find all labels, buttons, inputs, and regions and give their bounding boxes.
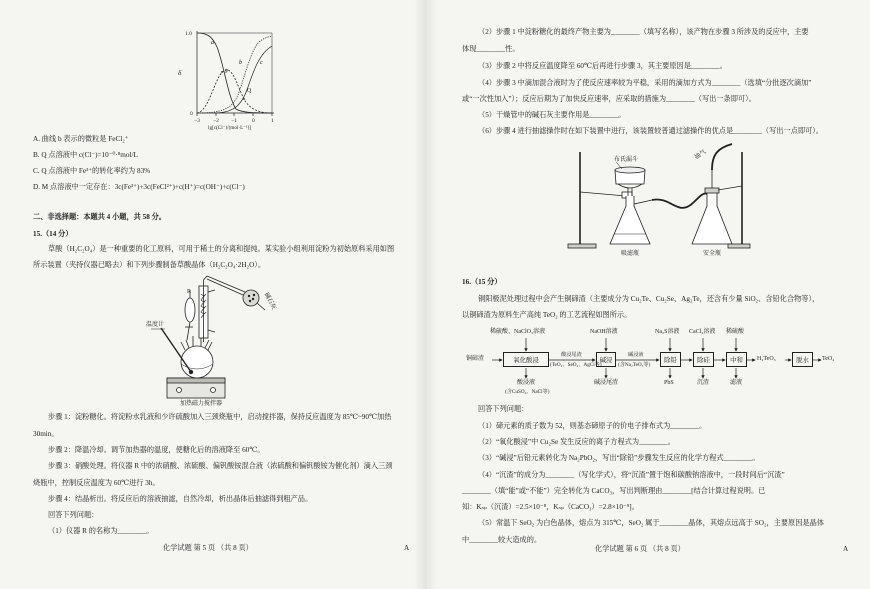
connecting-tube bbox=[652, 193, 707, 207]
point-q-marker bbox=[243, 98, 245, 100]
answer-prompt: 回答下列问题： bbox=[48, 511, 99, 519]
figure-axes bbox=[197, 31, 274, 116]
q15-intro-line: 草酸（H₂C₂O₄）是一种重要的化工原料，可用于稀土的分离和提纯。某实验小组利用淀粉为初始原料采用如图 bbox=[48, 245, 395, 253]
funnel-r-label: R bbox=[187, 289, 192, 295]
point-label-p: P bbox=[225, 69, 229, 75]
flow-output-note: (含CuSO₄、NaCl等) bbox=[505, 389, 550, 395]
flow-box-alkali-leach: 碱浸 bbox=[596, 352, 616, 367]
x-tick: −1 bbox=[231, 118, 237, 124]
question-15-title: 15.（14 分） bbox=[33, 230, 73, 238]
flow-output: 碱浸尾渣 bbox=[594, 380, 619, 386]
curve-label-a: a bbox=[211, 40, 214, 46]
q16-line: 中________较大造成的。 bbox=[462, 536, 542, 544]
flow-box-dehydrate: 脱水 bbox=[792, 352, 813, 367]
flow-box-oxidative-leach: 氧化酸浸 bbox=[503, 352, 549, 367]
soda-lime-label: 碱石灰 bbox=[262, 292, 277, 311]
pump-label: 抽气 bbox=[694, 149, 708, 161]
page-footer: 化学试题 第 6 页 （共 8 页） bbox=[595, 545, 685, 553]
flow-reagent: CaCl₂溶液 bbox=[689, 329, 716, 335]
reaction-apparatus-figure bbox=[145, 272, 305, 404]
section-heading: 二、非选择题：本题共 4 小题，共 58 分。 bbox=[33, 213, 166, 221]
filter-flask bbox=[610, 196, 652, 244]
safety-bottle-label: 安全瓶 bbox=[703, 251, 722, 257]
step-line: 步骤 4：结晶析出。将反应后的溶液抽滤，自然冷却，析出晶体后抽滤得到粗产品。 bbox=[48, 495, 313, 503]
answer-prompt: 回答下列问题： bbox=[478, 405, 529, 413]
curve-c bbox=[197, 36, 272, 113]
step-line: 步骤 2：降温冷却。调节加热器的温度，使糖化后的溶液降至 60℃。 bbox=[48, 446, 265, 454]
q15-line: （2）步骤 1 中淀粉糖化的最终产物主要为________（填写名称），该产物在步骤 3 所涉及的反应中，主要 bbox=[478, 28, 809, 36]
q15-sub-1: （1）仪器 R 的名称为________。 bbox=[48, 527, 154, 535]
y-tick-top: 1.0 bbox=[185, 31, 192, 37]
flow-final-product: TeO₂ bbox=[822, 356, 835, 362]
page-footer: 化学试题 第 5 页 （共 8 页） bbox=[163, 544, 253, 552]
q16-line: ________（填“能”或“不能”）完全转化为 CaCO₃，写出判断理由________[结合计算过程说明。已 bbox=[462, 487, 766, 495]
flow-reagent: Na₂S溶液 bbox=[655, 329, 680, 335]
flow-start: 铜碲渣 bbox=[466, 356, 485, 362]
x-tick: −2 bbox=[213, 118, 219, 124]
flow-reagent: 稀硫酸 bbox=[726, 329, 745, 335]
flow-intermediate-label: 酸浸尾渣 bbox=[561, 352, 582, 358]
flow-box-remove-lead: 除铅 bbox=[660, 352, 681, 367]
flow-output: 滤液 bbox=[730, 380, 743, 386]
step-line: 烧瓶中，控制反应温度为 60℃进行 3h。 bbox=[33, 479, 160, 487]
q15-intro-line: 所示装置（夹持仪器已略去）和下列步骤制备草酸晶体（H₂C₂O₄·2H₂O）。 bbox=[33, 261, 266, 269]
q16-line: 知：Kₛₚ（沉渣）=2.5×10⁻⁸，Kₛₚ（CaCO₃）=2.8×10⁻⁹]。 bbox=[462, 503, 639, 511]
question-16-title: 16.（15 分） bbox=[462, 278, 502, 286]
dropping-funnel-r bbox=[185, 290, 195, 340]
option-b: B. Q 点溶液中 c(Cl⁻)=10⁻⁰·⁸mol/L bbox=[33, 151, 138, 159]
filter-flask-label: 吸滤瓶 bbox=[621, 251, 640, 257]
q15-line: 体现________性。 bbox=[462, 45, 520, 53]
stirrer-hotplate bbox=[167, 378, 225, 398]
flow-intermediate-note: (TeO₂、SeO₂、AgCl等) bbox=[550, 362, 602, 368]
q15-line: 或“一次性加入”）；反应后期为了加快反应速率，应采取的措施为________（写出一条即可）。 bbox=[462, 95, 756, 103]
thermometer-label: 温度计 bbox=[146, 322, 165, 328]
x-axis-label: lg[c(Cl⁻)/(mol·L⁻¹)] bbox=[208, 125, 252, 131]
flow-reagent: 稀硫酸、NaClO₃溶液 bbox=[490, 329, 546, 335]
curve-d bbox=[214, 46, 272, 113]
flow-output: 酸浸液 bbox=[517, 380, 536, 386]
point-label-q: Q bbox=[247, 88, 252, 94]
curve-label-c: c bbox=[260, 60, 263, 66]
flow-intermediate-product: H₂TeO₃ bbox=[757, 356, 776, 362]
flow-box-remove-silicon: 除硅 bbox=[693, 352, 714, 367]
q16-line: （5）常温下 SeO₂ 为白色晶体，熔点为 315℃，SeO₂ 属于________晶体，其熔点远高于 SO₂，主要原因是晶体 bbox=[478, 519, 824, 527]
flow-output: PbS bbox=[664, 380, 674, 386]
q16-line: （4）“沉渣”的成分为________（写化学式），将“沉渣”置于饱和碳酸钠溶液中，一段时间后“沉渣” bbox=[478, 471, 785, 479]
option-d: D. M 点溶液中一定存在：3c(Fe³⁺)+3c(FeCl²⁺)+c(H⁺)=c(OH⁻)+c(Cl⁻) bbox=[33, 183, 245, 191]
paper-code: A bbox=[404, 544, 410, 552]
three-neck-flask bbox=[181, 336, 213, 378]
step-line: 30min。 bbox=[33, 430, 59, 438]
x-tick: 1 bbox=[271, 118, 274, 124]
step-line: 步骤 1：淀粉糖化。将淀粉水乳液和少许硫酸加入三颈烧瓶中，启动搅拌器，保持反应温度为 85℃~90℃加热 bbox=[48, 413, 392, 421]
q16-line: （1）碲元素的质子数为 52，则基态碲原子的价电子排布式为________。 bbox=[478, 422, 707, 430]
suction-filtration-figure bbox=[560, 140, 750, 260]
q16-line: （2）“氧化酸浸”中 Cu₂Se 发生反应的离子方程式为________。 bbox=[478, 438, 675, 446]
x-tick: 0 bbox=[252, 118, 255, 124]
flow-intermediate-note: (含Na₂TeO₃等) bbox=[618, 362, 651, 368]
step-line: 步骤 3：硝酸处理。将仪器 R 中的浓硝酸、浓硫酸、偏钒酸铵混合液（浓硫酸和偏钒酸铵为催化剂）滴入三颈 bbox=[48, 462, 393, 470]
flow-reagent: NaOH溶液 bbox=[590, 329, 618, 335]
distribution-figure bbox=[172, 25, 292, 133]
q15-line: （5）干燥管中的碱石灰主要作用是________。 bbox=[478, 111, 626, 119]
option-a: A. 曲线 b 表示的微粒是 FeCl₂⁺ bbox=[33, 135, 129, 143]
q16-intro-line: 铜阳极泥处理过程中会产生铜碲渣（主要成分为 Cu₂Te、Cu₂Se、Ag₂Te，还含有少量 SiO₂、含铅化合物等）， bbox=[478, 295, 820, 303]
flow-box-neutralize: 中和 bbox=[726, 352, 747, 367]
q15-line: （6）步骤 4 进行抽滤操作时在如下装置中进行，该装置较普通过滤操作的优点是________（写出一点即可）。 bbox=[478, 127, 823, 135]
y-tick-zero: 0 bbox=[190, 111, 193, 117]
q15-line: （4）步骤 3 中滴加混合液时为了使反应速率较为平稳，采用的滴加方式为________（选填“分批逐次滴加” bbox=[478, 79, 812, 87]
flow-intermediate-label: 碱浸液 bbox=[628, 352, 644, 358]
q16-line: （3）“碱浸”后铅元素转化为 Na₂PbO₂，写出“除铅”步骤发生反应的化学方程式________。 bbox=[478, 454, 760, 462]
buchner-funnel-label: 布氏漏斗 bbox=[614, 157, 639, 163]
q15-line: （3）步骤 2 中将反应温度降至 60℃后再进行步骤 3，其主要原因是________。 bbox=[478, 62, 727, 70]
page-fold-shadow bbox=[414, 0, 436, 589]
paper-code: A bbox=[843, 545, 849, 553]
option-c: C. Q 点溶液中 Fe³⁺的转化率约为 83% bbox=[33, 167, 151, 175]
drying-tube bbox=[204, 276, 266, 310]
stirrer-label: 加热磁力搅拌器 bbox=[180, 401, 223, 407]
point-p-marker bbox=[221, 71, 223, 73]
curve-label-b: b bbox=[239, 60, 242, 66]
condenser bbox=[199, 280, 215, 342]
q16-intro-line: 以铜碲渣为原料生产高纯 TeO₂ 的工艺流程如图所示。 bbox=[462, 311, 632, 319]
x-tick: −3 bbox=[194, 118, 200, 124]
flow-output: 沉渣 bbox=[697, 380, 710, 386]
y-axis-label: δ bbox=[178, 69, 182, 77]
